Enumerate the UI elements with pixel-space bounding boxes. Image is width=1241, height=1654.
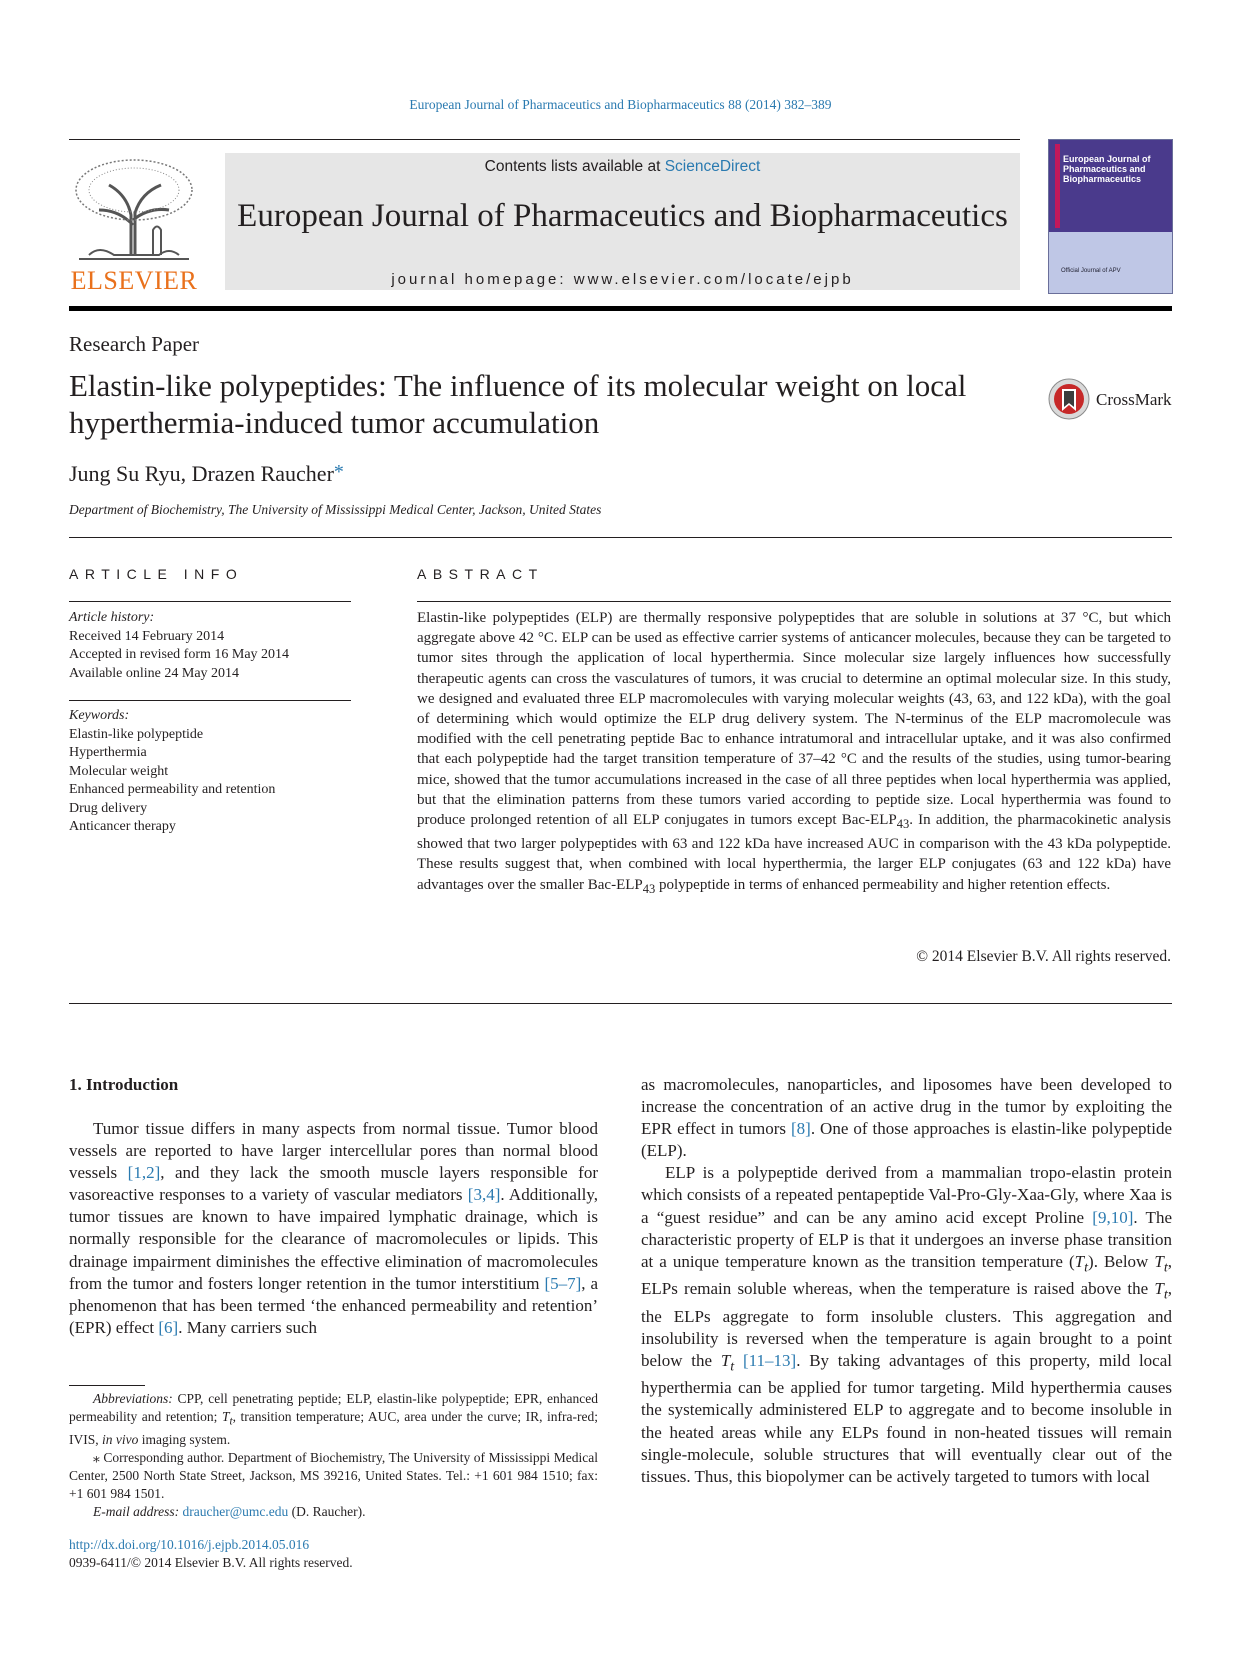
intro-paragraph-1-cont bbox=[641, 1074, 1172, 1162]
cover-title: European Journal of Pharmaceutics and Biopharmaceutics bbox=[1063, 154, 1151, 184]
doi-block bbox=[69, 1536, 353, 1572]
abstract-subscript: 43 bbox=[896, 817, 910, 832]
text-run: (D. Raucher). bbox=[288, 1503, 366, 1519]
email-label: E-mail address: bbox=[93, 1503, 180, 1519]
text-run: Tumor tissue differs in many aspects from normal tissue. Tumor blood vessels are reported to have larger intercellular pores than normal blood vessels bbox=[69, 1119, 598, 1183]
journal-citation[interactable]: European Journal of Pharmaceutics and Biopharmaceutics 88 (2014) 382–389 bbox=[409, 97, 832, 112]
email-link[interactable]: draucher@umc.edu bbox=[182, 1503, 289, 1519]
left-column bbox=[69, 1118, 598, 1339]
cover-stripe bbox=[1055, 144, 1060, 228]
abstract-copyright: © 2014 Elsevier B.V. All rights reserved. bbox=[916, 948, 1171, 965]
header-bottom-rule bbox=[69, 306, 1172, 311]
keyword-item: Anticancer therapy bbox=[69, 819, 176, 834]
received-date: Received 14 February 2014 bbox=[69, 628, 225, 644]
citation-link[interactable]: [1,2] bbox=[127, 1163, 161, 1183]
corresponding-author-footnote bbox=[69, 1449, 598, 1503]
text-run: . The characteristic property of ELP is that it undergoes an inverse phase transition at a unique temperature known as the transition temperature ( bbox=[641, 1207, 1172, 1271]
keywords-block bbox=[69, 707, 351, 837]
text-run: ). Below bbox=[1088, 1251, 1155, 1271]
email-footnote bbox=[69, 1503, 598, 1521]
italic-term: in vivo bbox=[102, 1431, 139, 1447]
text-run: CPP, cell penetrating peptide; ELP, elastin-like polypeptide; EPR, enhanced permeability and retention; bbox=[69, 1391, 598, 1424]
text-run: , the ELPs aggregate to form insoluble clusters. This aggregation and insolubility is reversed when the temperature is again brought to a point below the bbox=[641, 1279, 1172, 1370]
history-label: Article history: bbox=[69, 610, 155, 625]
footnote-rule bbox=[69, 1385, 145, 1386]
symbol-subscript: t bbox=[730, 1358, 735, 1375]
cover-footer: Official Journal of APV bbox=[1061, 268, 1121, 274]
citation-link[interactable]: [5–7] bbox=[544, 1273, 582, 1293]
abstract-part: . In addition, the pharmacokinetic analysis showed that two larger polypeptides with 63 and 122 kDa have increased AUC in comparison with the 43 kDa polypeptide. These results suggest that, when combined with local hyperthermia, the larger ELP conjugates (63 and 122 kDa) have advantages over the smaller Bac-ELP bbox=[417, 812, 1171, 893]
symbol-T: T bbox=[1154, 1279, 1164, 1299]
revised-date: Accepted in revised form 16 May 2014 bbox=[69, 647, 290, 662]
journal-title: European Journal of Pharmaceutics and Biopharmaceutics bbox=[237, 198, 1008, 234]
article-info-rule bbox=[69, 601, 351, 602]
abstract-subscript: 43 bbox=[642, 881, 656, 896]
symbol-subscript: t bbox=[1163, 1259, 1168, 1276]
abbreviations-footnote bbox=[69, 1390, 598, 1449]
text-run: . Additionally, tumor tissues are known to have impaired lymphatic drainage, which is normally responsible for the clearance of macromolecules or lipids. This drainage impairment diminishes the effective elimination of macromolecules from the tumor and fosters longer retention in the tumor interstitium bbox=[69, 1185, 598, 1293]
text-run: ELP is a polypeptide derived from a mammalian tropo-elastin protein which consists of a repeated pentapeptide Val-Pro-Gly-Xaa-Gly, where Xaa is a “guest residue” and can be any amino acid except Proline bbox=[641, 1163, 1172, 1227]
abstract-rule bbox=[417, 601, 1171, 602]
footnote-mark: ⁎ bbox=[93, 1449, 100, 1465]
keywords-label: Keywords: bbox=[69, 708, 130, 723]
header-top-rule bbox=[69, 139, 1020, 140]
corresponding-author-mark[interactable]: * bbox=[333, 461, 344, 483]
abstract-bottom-rule bbox=[69, 1003, 1172, 1004]
keyword-item: Enhanced permeability and retention bbox=[69, 782, 276, 797]
text-run: , and they lack the smooth muscle layers responsible for vasoreactive responses to a variety of vascular mediators bbox=[69, 1163, 598, 1205]
symbol-subscript: t bbox=[1163, 1286, 1168, 1303]
text-run: . By taking advantages of this property, mild local hyperthermia can be applied for tumor targeting. Mild hyperthermia causes the systemically administered ELP to aggregate and to become insoluble in the heated areas while any ELPs found in non-heated tissues will remain single-molecule, soluble structures that will eventually clear out of the tissues. Thus, this biopolymer can be actively targeted to tumors with local bbox=[641, 1350, 1172, 1486]
contents-prefix: Contents lists available at bbox=[484, 158, 665, 175]
affiliation-rule bbox=[69, 537, 1172, 538]
keyword-item: Molecular weight bbox=[69, 763, 169, 779]
right-column bbox=[641, 1074, 1172, 1488]
citation-link[interactable]: [11–13] bbox=[743, 1350, 797, 1370]
symbol-T: T bbox=[221, 1409, 230, 1424]
crossmark-label[interactable]: CrossMark bbox=[1096, 390, 1172, 409]
article-title: Elastin-like polypeptides: The influence of its molecular weight on local hyperthermia-induced tumor accumulation bbox=[69, 368, 967, 440]
online-date: Available online 24 May 2014 bbox=[69, 665, 240, 681]
symbol-T: T bbox=[1154, 1251, 1164, 1271]
citation-link[interactable]: [6] bbox=[158, 1317, 179, 1337]
sciencedirect-link[interactable]: ScienceDirect bbox=[664, 158, 761, 175]
intro-paragraph-1 bbox=[69, 1118, 598, 1339]
text-run bbox=[734, 1351, 743, 1370]
keyword-item: Drug delivery bbox=[69, 800, 148, 816]
abstract-part: Elastin-like polypeptides (ELP) are thermally responsive polypeptides that are soluble in solutions at 37 °C, but which aggregate above 42 °C. ELP can be used as effective carrier systems of anticancer molecules, because they can be targeted to tumor sites through the application of local hyperthermia. Since molecular size largely influences how successfully therapeutic agents can cross the vasculatures of tumors, it was crucial to determine an optimal molecular size. In this study, we designed and evaluated three ELP macromolecules with varying molecular weights (43, 63, and 122 kDa), with the goal of determining which would optimize the ELP drug delivery system. The N-terminus of the ELP macromolecule was modified with the cell penetrating peptide Bac to enhance intratumoral and intracellular uptake, and it was also confirmed that each polypeptide had the target transition temperature of 37–42 °C and the results of the studies, using tumor-bearing mice, showed that the tumor accumulations increased in the case of all three peptides when local hyperthermia was applied, but that the elimination patterns from these tumors varied according to peptide size. Local hyperthermia was found to produce prolonged retention of all ELP conjugates in tumors except Bac-ELP bbox=[417, 610, 1171, 829]
text-run: imaging system. bbox=[138, 1431, 231, 1447]
abstract-part: polypeptide in terms of enhanced permeability and higher retention effects. bbox=[655, 876, 1111, 893]
intro-paragraph-2 bbox=[641, 1162, 1172, 1487]
author-list bbox=[69, 461, 344, 487]
authors-text: Jung Su Ryu, Drazen Raucher bbox=[69, 461, 334, 486]
abstract-heading: ABSTRACT bbox=[417, 566, 544, 582]
journal-cover-thumbnail bbox=[1048, 139, 1173, 294]
affiliation: Department of Biochemistry, The University of Mississippi Medical Center, Jackson, United States bbox=[69, 502, 602, 517]
citation-link[interactable]: [3,4] bbox=[467, 1185, 501, 1205]
doi-link[interactable]: http://dx.doi.org/10.1016/j.ejpb.2014.05.016 bbox=[69, 1537, 310, 1552]
article-history bbox=[69, 609, 351, 683]
article-info-heading: ARTICLE INFO bbox=[69, 566, 244, 582]
journal-masthead bbox=[225, 153, 1020, 290]
contents-line bbox=[225, 158, 1020, 176]
abstract-text bbox=[417, 608, 1171, 899]
citation-link[interactable]: [9,10] bbox=[1092, 1207, 1134, 1227]
keyword-item: Hyperthermia bbox=[69, 745, 147, 760]
keywords-rule bbox=[69, 700, 351, 701]
section-heading-introduction: 1. Introduction bbox=[69, 1075, 179, 1094]
text-run: , a phenomenon that has been termed ‘the enhanced permeability and retention’ (EPR) effect bbox=[69, 1273, 598, 1337]
abbreviations-label: Abbreviations: bbox=[93, 1391, 173, 1406]
symbol-subscript: t bbox=[229, 1415, 233, 1428]
text-run: . Many carriers such bbox=[178, 1317, 317, 1337]
text-run: as macromolecules, nanoparticles, and liposomes have been developed to increase the concentration of an active drug in the tumor by exploiting the EPR effect in tumors bbox=[641, 1075, 1172, 1139]
text-run: , ELPs remain soluble whereas, when the temperature is raised above the bbox=[641, 1251, 1173, 1299]
keyword-item: Elastin-like polypeptide bbox=[69, 726, 204, 742]
symbol-subscript: t bbox=[1084, 1259, 1089, 1276]
text-run: Corresponding author. Department of Biochemistry, The University of Mississippi Medical Center, 2500 North State Street, Jackson, MS 39216, United States. Tel.: +1 601 984 1510; fax: +1 601 984 1501. bbox=[69, 1449, 598, 1501]
citation-link[interactable]: [8] bbox=[790, 1119, 811, 1139]
text-run: , transition temperature; AUC, area under the curve; IR, infra-red; IVIS, bbox=[69, 1409, 599, 1447]
symbol-T: T bbox=[1074, 1251, 1085, 1271]
article-type: Research Paper bbox=[69, 332, 200, 356]
footnotes bbox=[69, 1390, 598, 1521]
symbol-T: T bbox=[720, 1350, 731, 1370]
issn-line: 0939-6411/© 2014 Elsevier B.V. All rights reserved. bbox=[69, 1555, 353, 1570]
elsevier-wordmark: ELSEVIER bbox=[70, 266, 198, 295]
journal-homepage[interactable]: journal homepage: www.elsevier.com/locate/ejpb bbox=[391, 271, 854, 288]
text-run: . One of those approaches is elastin-like polypeptide (ELP). bbox=[641, 1119, 1172, 1161]
